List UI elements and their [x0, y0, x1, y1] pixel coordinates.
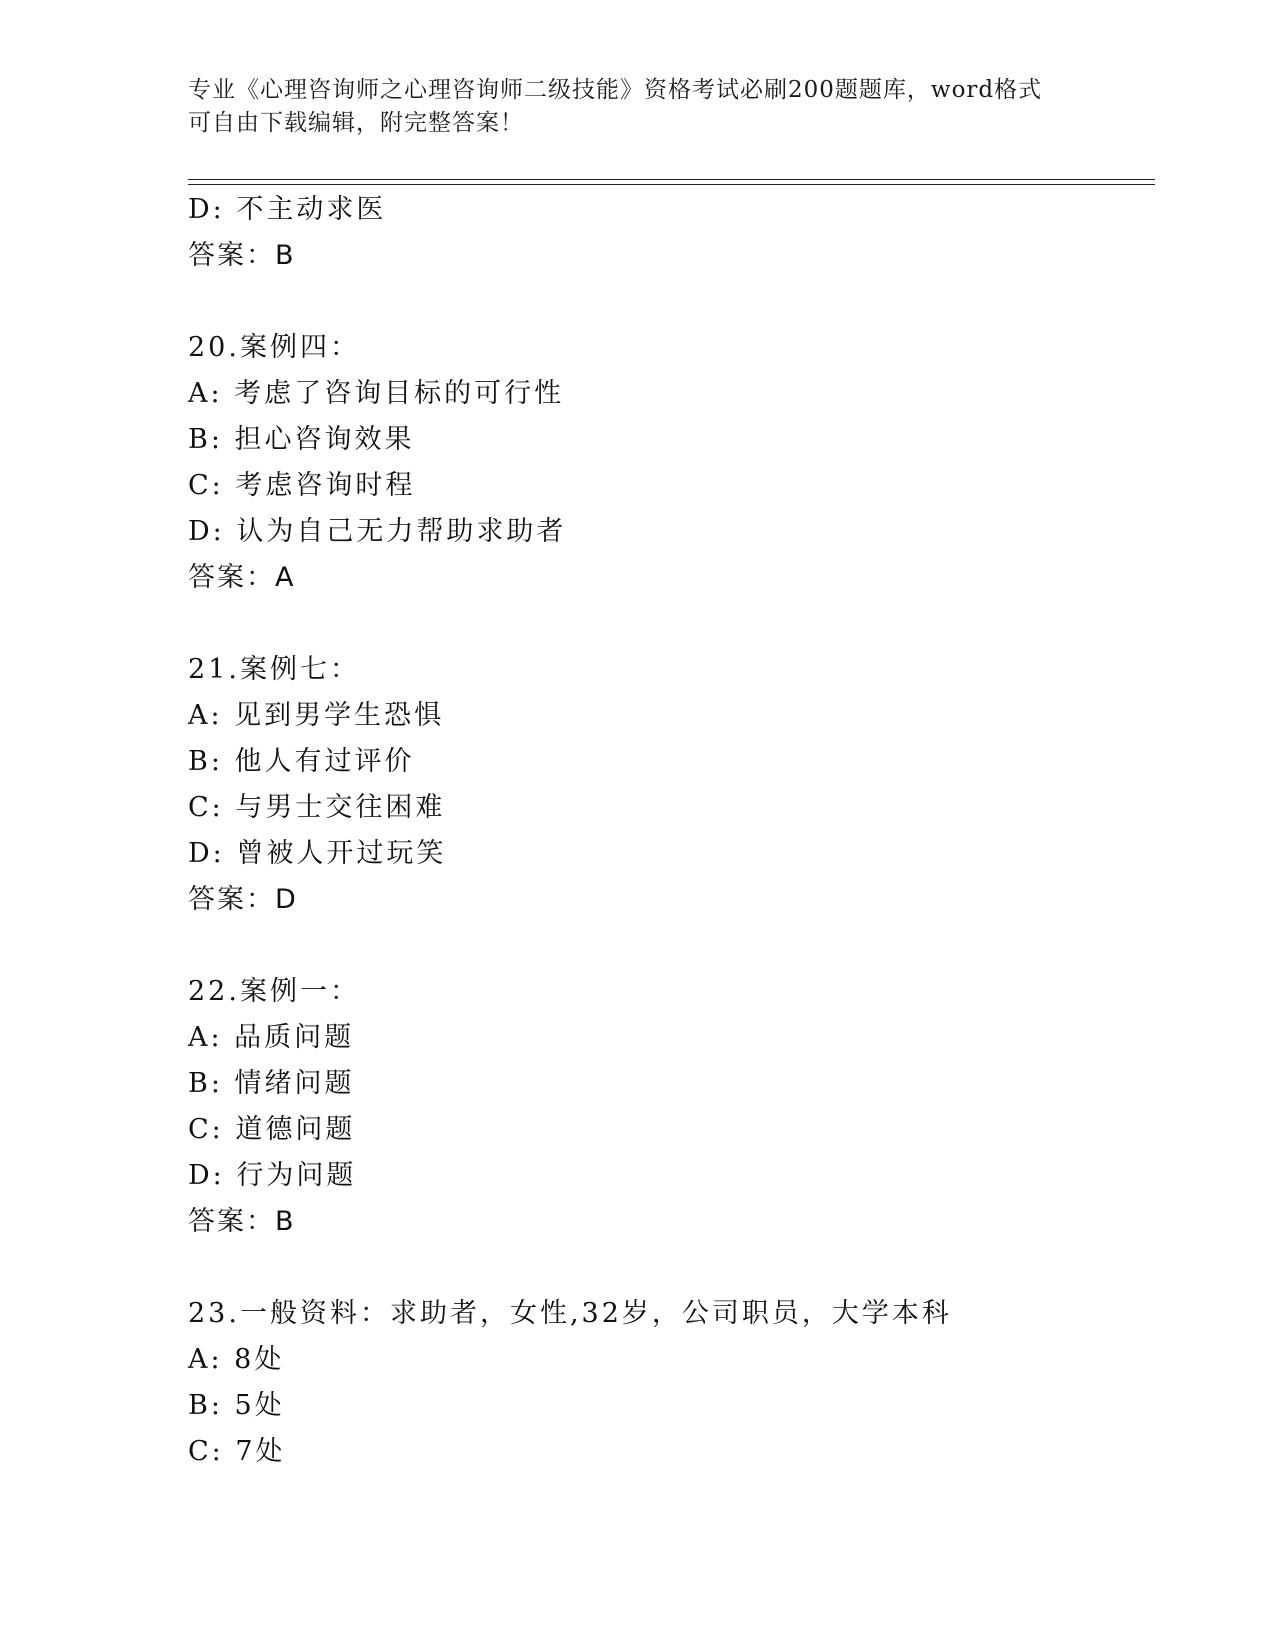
spacer: [188, 923, 1148, 969]
question-21: [188, 647, 1148, 923]
spacer: [188, 279, 1148, 325]
question-20: [188, 325, 1148, 601]
header-line-2: 可自由下载编辑，附完整答案！: [188, 110, 524, 136]
header-line-1: 专业《心理咨询师之心理咨询师二级技能》资格考试必刷200题题库，word格式: [188, 77, 1043, 103]
answer-line: 答案：D: [188, 884, 298, 915]
option-b: B: 情绪问题: [188, 1068, 355, 1099]
question-stem: 22.案例一：: [188, 976, 360, 1007]
answer-line: 答案：B: [188, 240, 296, 271]
option-d: D: 认为自己无力帮助求助者: [188, 516, 567, 547]
question-stem: 20.案例四：: [188, 332, 360, 363]
header-divider-bottom: [188, 184, 1155, 185]
option-c: C: 7处: [188, 1436, 286, 1467]
question-stem: 23.一般资料：求助者，女性,32岁，公司职员，大学本科: [188, 1298, 952, 1329]
question-list: [188, 187, 1148, 1475]
question-stem: 21.案例七：: [188, 654, 360, 685]
spacer: [188, 1245, 1148, 1291]
answer-line: 答案：B: [188, 1206, 296, 1237]
option-c: C: 考虑咨询时程: [188, 470, 416, 501]
option-c: C: 与男士交往困难: [188, 792, 446, 823]
option-a: A: 见到男学生恐惧: [188, 700, 445, 731]
spacer: [188, 601, 1148, 647]
option-d: D: 行为问题: [188, 1160, 357, 1191]
document-header: [188, 74, 1068, 140]
option-c: C: 道德问题: [188, 1114, 356, 1145]
option-b: B: 5处: [188, 1390, 285, 1421]
question-22: [188, 969, 1148, 1245]
header-divider-top: [188, 179, 1155, 180]
option-a: A: 8处: [188, 1344, 285, 1375]
option-b: B: 担心咨询效果: [188, 424, 415, 455]
option-a: A: 考虑了咨询目标的可行性: [188, 378, 565, 409]
option-d: D: 不主动求医: [188, 194, 387, 225]
question-23: [188, 1291, 1148, 1475]
option-d: D: 曾被人开过玩笑: [188, 838, 447, 869]
answer-line: 答案：A: [188, 562, 296, 593]
option-a: A: 品质问题: [188, 1022, 355, 1053]
option-b: B: 他人有过评价: [188, 746, 415, 777]
